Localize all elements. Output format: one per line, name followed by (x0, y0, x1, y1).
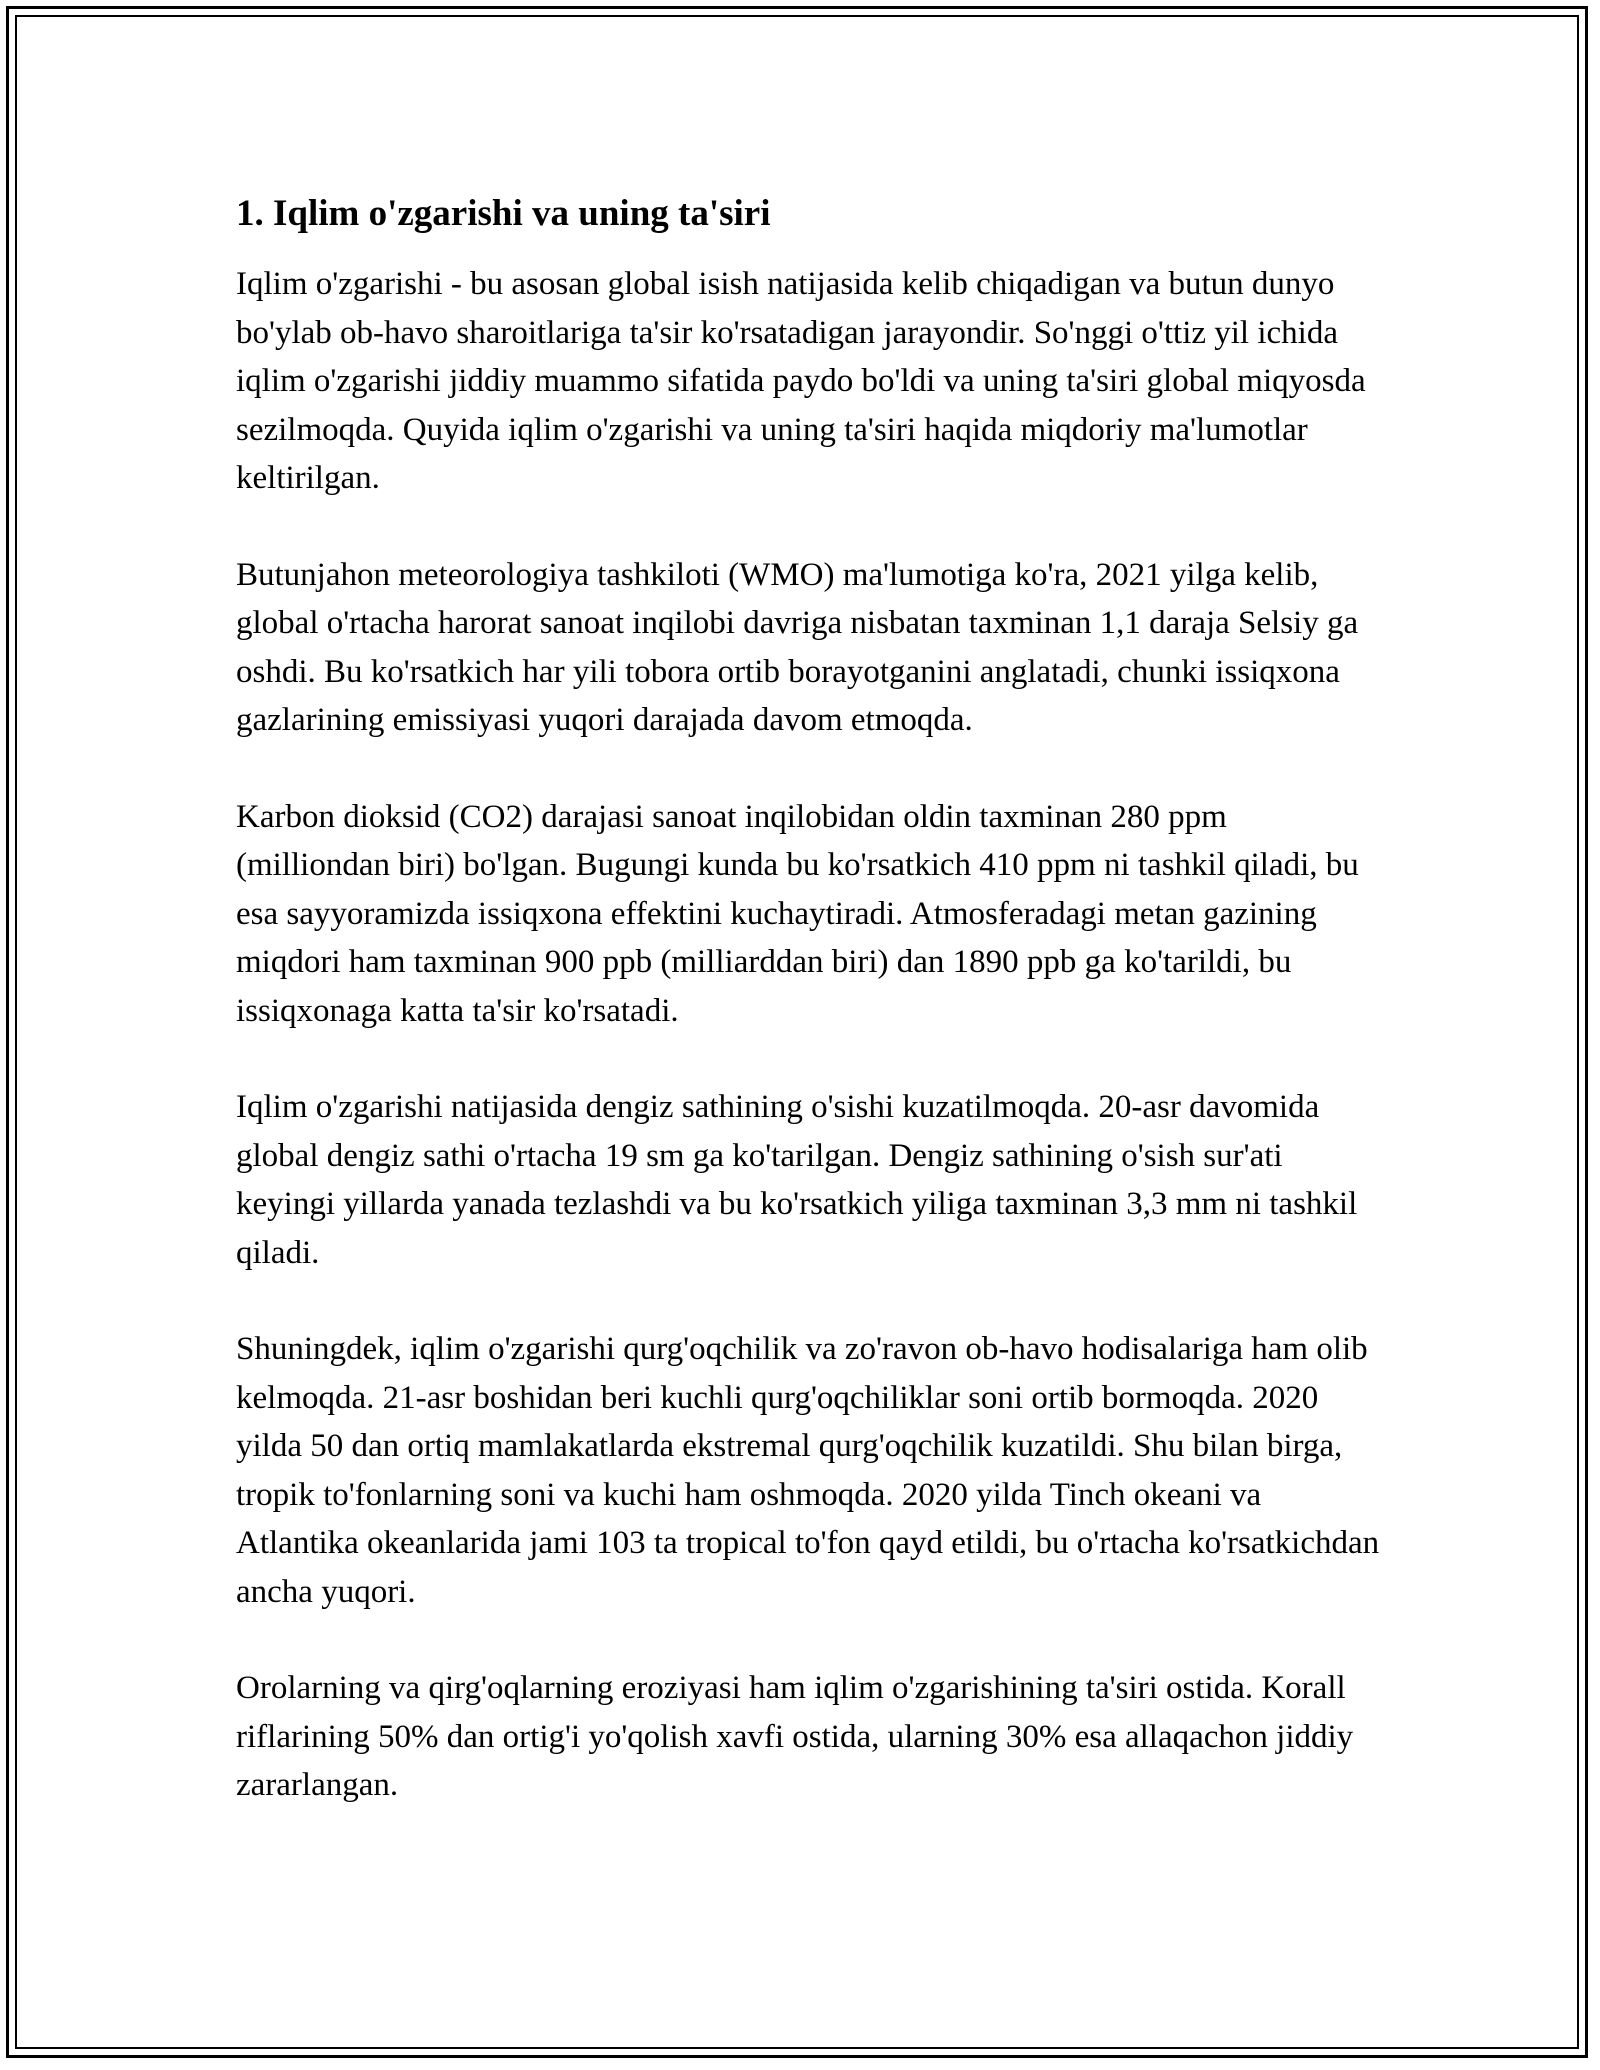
section-heading: 1. Iqlim o'zgarishi va uning ta'siri (236, 193, 771, 234)
paragraph-temperature: Butunjahon meteorologiya tashkiloti (WMO) ma'lumotiga ko'ra, 2021 yilga kelib, global o'rtacha harorat sanoat inqilobi davriga nisbatan taxminan 1,1 daraja Selsiy ga oshdi. Bu ko'rsatkich har yili tobora ortib borayotganini anglatadi, chunki issiqxona gazlarining emissiyasi yuqori darajada davom etmoqda. (236, 556, 1359, 738)
document-body (236, 190, 1386, 1858)
paragraph-intro: Iqlim o'zgarishi - bu asosan global isish natijasida kelib chiqadigan va butun dunyo bo'ylab ob-havo sharoitlariga ta'sir ko'rsatadigan jarayondir. So'nggi o'ttiz yil ichida iqlim o'zgarishi jiddiy muammo sifatida paydo bo'ldi va uning ta'siri global miqyosda sezilmoqda. Quyida iqlim o'zgarishi va uning ta'siri haqida miqdoriy ma'lumotlar keltirilgan. (236, 266, 1366, 496)
paragraph-sea-level: Iqlim o'zgarishi natijasida dengiz sathining o'sishi kuzatilmoqda. 20-asr davomida global dengiz sathi o'rtacha 19 sm ga ko'tarilgan. Dengiz sathining o'sish sur'ati keyingi yillarda yanada tezlashdi va bu ko'rsatkich yiliga taxminan 3,3 mm ni tashkil qiladi. (236, 1089, 1358, 1271)
paragraph-erosion-coral: Orolarning va qirg'oqlarning eroziyasi ham iqlim o'zgarishining ta'siri ostida. Korall riflarining 50% dan ortig'i yo'qolish xavfi ostida, ularning 30% esa allaqachon jiddiy zararlangan. (236, 1670, 1354, 1803)
paragraph-droughts-storms: Shuningdek, iqlim o'zgarishi qurg'oqchilik va zo'ravon ob-havo hodisalariga ham olib kelmoqda. 21-asr boshidan beri kuchli qurg'oqchiliklar soni ortib bormoqda. 2020 yilda 50 dan ortiq mamlakatlarda ekstremal qurg'oqchilik kuzatildi. Shu bilan birga, tropik to'fonlarning soni va kuchi ham oshmoqda. 2020 yilda Tinch okeani va Atlantika okeanlarida jami 103 ta tropical to'fon qayd etildi, bu o'rtacha ko'rsatkichdan ancha yuqori. (236, 1331, 1380, 1610)
paragraph-greenhouse-gases: Karbon dioksid (CO2) darajasi sanoat inqilobidan oldin taxminan 280 ppm (milliondan biri) bo'lgan. Bugungi kunda bu ko'rsatkich 410 ppm ni tashkil qiladi, bu esa sayyoramizda issiqxona effektini kuchaytiradi. Atmosferadagi metan gazining miqdori ham taxminan 900 ppb (milliarddan biri) dan 1890 ppb ga ko'tarildi, bu issiqxonaga katta ta'sir ko'rsatadi. (236, 798, 1359, 1029)
